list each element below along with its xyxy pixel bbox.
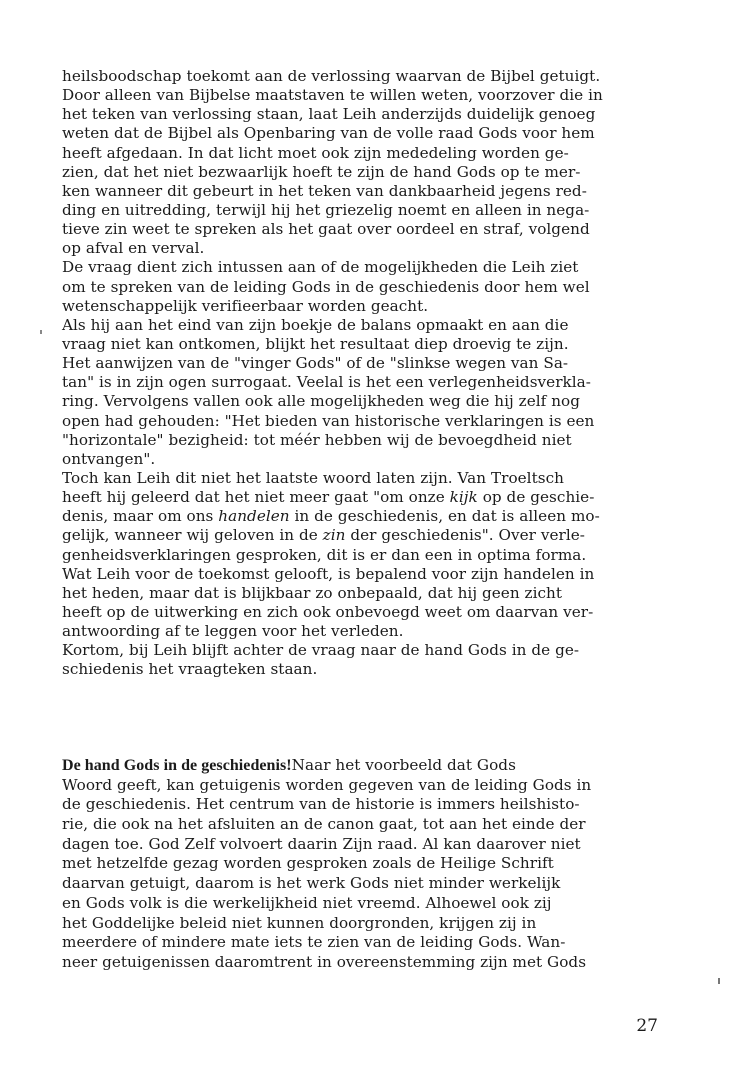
text-line: heilsboodschap toekomt aan de verlossing waarvan de Bijbel getuigt. [62,67,601,85]
text-line: ding en uitredding, terwijl hij het griezelig noemt en alleen in nega- [62,200,590,219]
text-line: Door alleen van Bijbelse maatstaven te willen weten, voorzover die in [62,86,603,105]
scan-mark [718,978,720,984]
text-line [62,507,682,526]
text-segment: denis, maar om ons [62,507,219,526]
text-line: ring. Vervolgens vallen ook alle mogelijkheden weg die hij zelf nog [62,392,581,411]
text-line: meerdere of mindere mate iets te zien van de leiding Gods. Wan- [62,933,566,952]
text-line: dagen toe. God Zelf volvoert daarin Zijn raad. Al kan daarover niet [62,834,581,853]
text-line: heeft afgedaan. In dat licht moet ook zijn mededeling worden ge- [62,143,569,162]
text-line: open had gehouden: "Het bieden van historische verklaringen is een [62,411,595,430]
text-line [62,488,682,507]
text-line: Wat Leih voor de toekomst gelooft, is bepalend voor zijn handelen in [62,564,595,583]
text-line: ken wanneer dit gebeurt in het teken van dankbaarheid jegens red- [62,181,587,200]
text-line: het Goddelijke beleid niet kunnen doorgronden, krijgen zij in [62,913,537,932]
text-line: genheidsverklaringen gesproken, dit is er dan een in optima forma. [62,545,587,564]
italic-word: zin [322,526,346,545]
section-heading-line [62,756,682,776]
text-line: de geschiedenis. Het centrum van de historie is immers heilshisto- [62,795,580,814]
text-line: op afval en verval. [62,239,205,258]
text-line: tieve zin weet te spreken als het gaat over oordeel en straf, volgend [62,220,590,239]
text-line: De vraag dient zich intussen aan of de mogelijkheden die Leih ziet [62,258,579,277]
paragraph-section-2 [62,756,682,973]
text-line: Als hij aan het eind van zijn boekje de balans opmaakt en aan die [62,315,569,334]
text-line: zien, dat het niet bezwaarlijk hoeft te zijn de hand Gods op te mer- [62,162,581,181]
text-line: en Gods volk is die werkelijkheid niet vreemd. Alhoewel ook zij [62,893,552,912]
text-line: Toch kan Leih dit niet het laatste woord laten zijn. Van Troeltsch [62,468,564,487]
text-line: ontvangen". [62,449,156,468]
text-line: antwoording af te leggen voor het verleden. [62,622,404,641]
text-segment: in de geschiedenis, en dat is alleen mo- [289,507,600,526]
text-line: wetenschappelijk verifieerbaar worden geacht. [62,296,429,315]
text-line: weten dat de Bijbel als Openbaring van de volle raad Gods voor hem [62,124,595,143]
text-line: "horizontale" bezigheid: tot méér hebben wij de bevoegdheid niet [62,430,572,449]
text-segment: op de geschie- [477,488,595,507]
text-line: Woord geeft, kan getuigenis worden gegeven van de leiding Gods in [62,775,592,794]
text-line: Het aanwijzen van de "vinger Gods" of de "slinkse wegen van Sa- [62,354,569,373]
text-line: daarvan getuigt, daarom is het werk Gods niet minder werkelijk [62,874,561,893]
italic-word: kijk [449,488,478,507]
text-line: tan" is in zijn ogen surrogaat. Veelal is het een verlegenheidsverkla- [62,373,591,392]
scan-mark [40,330,42,334]
text-line: rie, die ook na het afsluiten an de canon gaat, tot aan het einde der [62,815,586,834]
text-line: het heden, maar dat is blijkbaar zo onbepaald, dat hij geen zicht [62,583,563,602]
text-line [62,526,682,545]
text-line: schiedenis het vraagteken staan. [62,660,318,679]
text-segment: der geschiedenis". Over verle- [345,526,585,545]
text-line: om te spreken van de leiding Gods in de geschiedenis door hem wel [62,277,590,296]
paragraph-section-1 [62,67,682,680]
text-line: Kortom, bij Leih blijft achter de vraag naar de hand Gods in de ge- [62,641,580,660]
text-line: met hetzelfde gezag worden gesproken zoals de Heilige Schrift [62,854,554,873]
text-line: vraag niet kan ontkomen, blijkt het resultaat diep droevig te zijn. [62,334,569,353]
text-segment: gelijk, wanneer wij geloven in de [62,526,323,545]
text-segment: Naar het voorbeeld dat Gods [291,756,516,774]
text-line: het teken van verlossing staan, laat Leih anderzijds duidelijk genoeg [62,105,596,124]
italic-word: handelen [218,507,290,526]
page-number: 27 [636,1016,658,1036]
section-heading: De hand Gods in de geschiedenis! [62,757,292,774]
text-segment: heeft hij geleerd dat het niet meer gaat "om onze [62,488,450,507]
text-line: neer getuigenissen daaromtrent in overeenstemming zijn met Gods [62,952,587,971]
text-line: heeft op de uitwerking en zich ook onbevoegd weet om daarvan ver- [62,602,594,621]
